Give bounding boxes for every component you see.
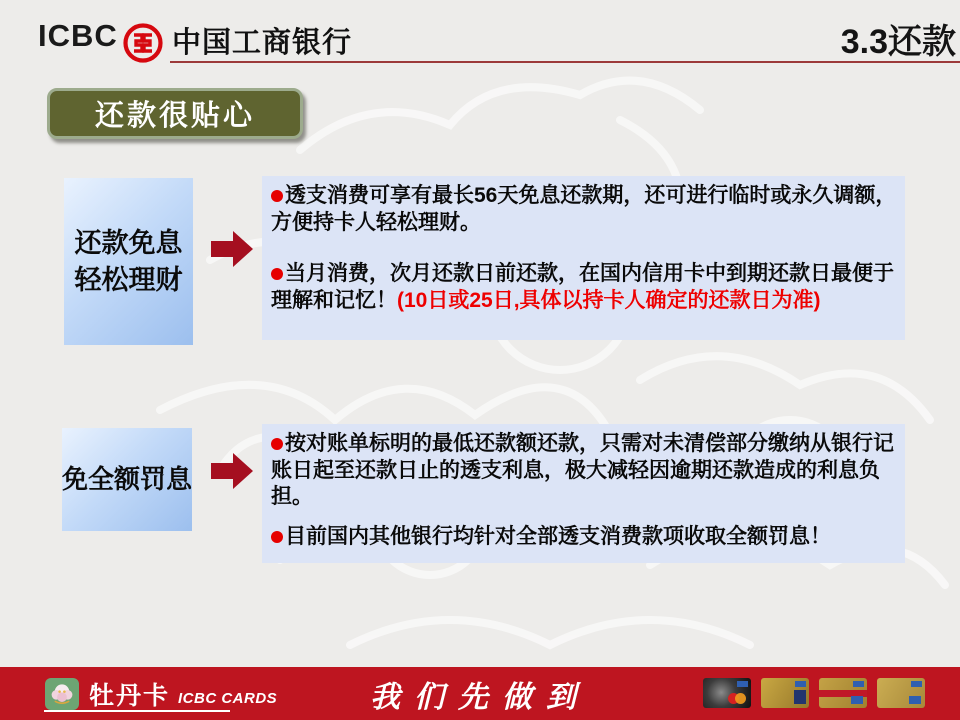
label-box-no-full-penalty xyxy=(62,428,192,531)
icbc-latin-wordmark: ICBC xyxy=(38,18,118,53)
mudan-card-label: 牡丹卡 xyxy=(89,682,171,710)
bullet-point xyxy=(271,431,897,511)
card-logo-mark xyxy=(795,681,806,687)
bullet-dot-icon xyxy=(271,438,283,450)
icbc-logo-icon xyxy=(122,22,164,64)
card-chip xyxy=(909,696,921,704)
bullet-highlight-text: (10日或25日,具体以持卡人确定的还款日为准) xyxy=(397,288,821,312)
mastercard-orange-circle xyxy=(735,693,746,704)
card-gallery xyxy=(703,678,925,708)
label-line: 免全额罚息 xyxy=(62,463,193,494)
bullet-point xyxy=(271,524,897,551)
label-line: 轻松理财 xyxy=(74,264,183,295)
label-box-interest-free xyxy=(64,178,193,345)
bank-name: 中国工商银行 xyxy=(172,27,353,59)
bullet-text: 按对账单标明的最低还款额还款，只需对未清偿部分缴纳从银行记账日起至还款日止的透支利息，极大减轻因逾期还款造成的利息负担。 xyxy=(271,432,894,509)
card-emblem xyxy=(794,690,806,704)
icbc-cards-label: ICBC CARDS xyxy=(178,689,278,707)
page-title: 3.3还款 xyxy=(840,23,956,61)
bullet-point xyxy=(271,261,897,314)
gold-card-image xyxy=(761,678,809,708)
black-peony-card-image xyxy=(703,678,751,708)
header-divider xyxy=(170,61,960,63)
right-arrow-icon xyxy=(211,229,253,269)
bullet-dot-icon xyxy=(271,190,283,202)
bullet-dot-icon xyxy=(271,268,283,280)
title-button: 还款很贴心 xyxy=(47,88,303,139)
gold-card-image xyxy=(877,678,925,708)
card-logo-mark xyxy=(853,681,864,687)
card-logo-mark xyxy=(911,681,922,687)
bullet-dot-icon xyxy=(271,531,283,543)
benefit-panel-no-full-penalty xyxy=(262,424,905,563)
slogan-calligraphy: 我们先做到 xyxy=(370,680,590,715)
bullet-text: 透支消费可享有最长56天免息还款期，还可进行临时或永久调额，方便持卡人轻松理财。 xyxy=(271,184,897,234)
benefit-panel-interest-free xyxy=(262,176,905,340)
card-chip xyxy=(851,696,863,704)
bullet-text: 当月消费，次月还款日前还款，在国内信用卡中到期还款日最便于理解和记忆！ xyxy=(271,262,894,312)
card-logo-mark xyxy=(737,681,748,687)
label-line: 还款免息 xyxy=(74,228,183,259)
bullet-text: 目前国内其他银行均针对全部透支消费款项收取全额罚息！ xyxy=(285,524,831,548)
right-arrow-icon xyxy=(211,451,253,491)
bullet-point xyxy=(271,183,897,236)
gold-card-red-stripe-image xyxy=(819,678,867,708)
